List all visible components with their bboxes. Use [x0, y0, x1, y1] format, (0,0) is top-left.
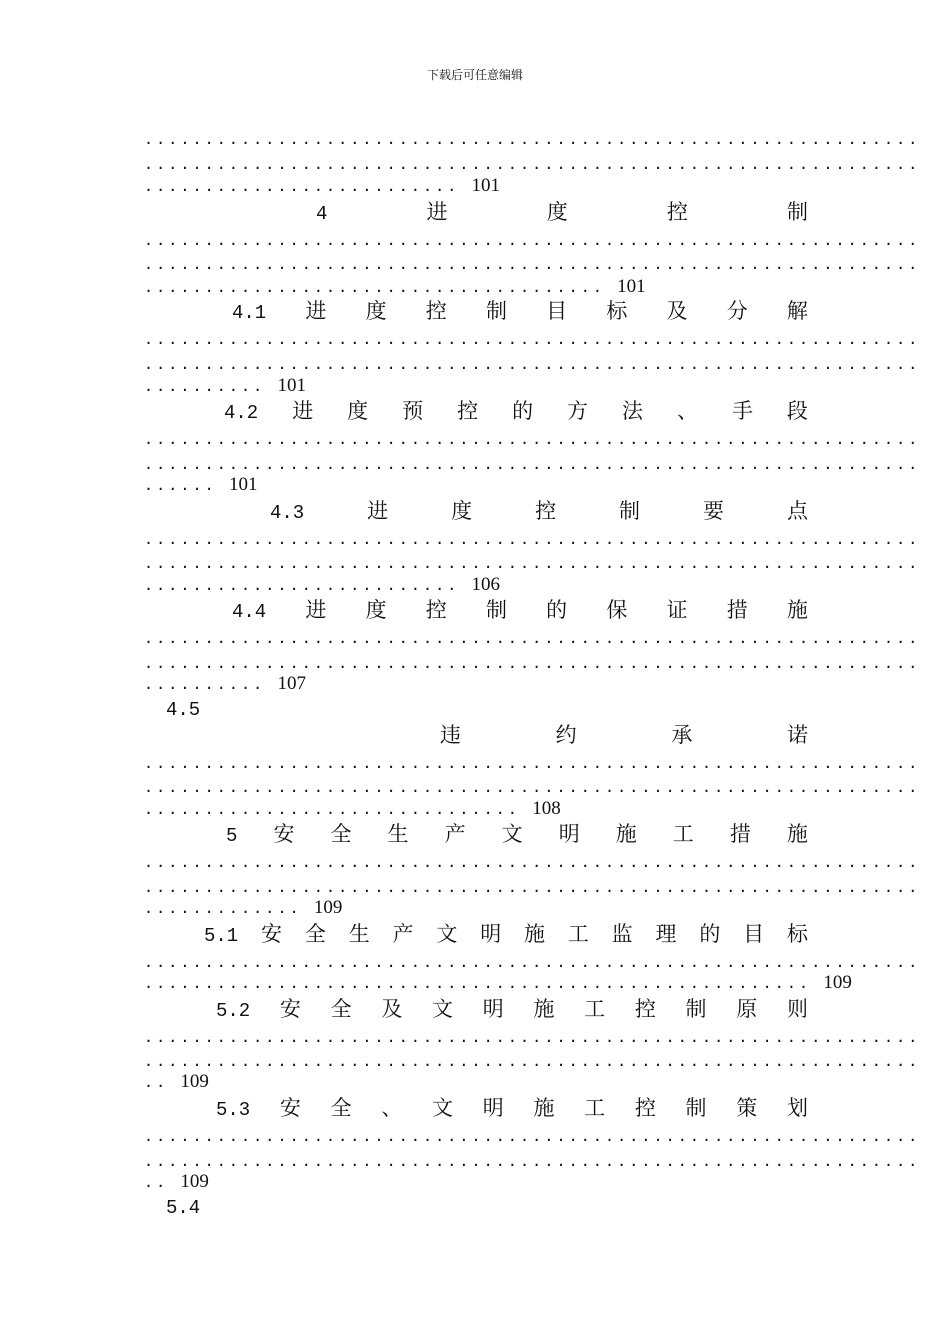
toc-entry-tail: ...... 101: [144, 474, 258, 495]
dot-leader: ................................................................: [144, 530, 921, 548]
toc-entry-tail: .......... 107: [144, 673, 306, 694]
toc-entry-tail: ............................... 108: [144, 798, 561, 819]
toc-entry-tail: .......................... 101: [144, 175, 501, 196]
section-number: 5.4: [166, 1197, 201, 1219]
toc-title-4-2[interactable]: 4.2 进 度 预 控 的 方 法 、 手 段: [224, 399, 808, 424]
dot-leader: ................................................................: [144, 355, 921, 373]
dot-leader: ................................................................: [144, 629, 921, 647]
section-number: 4.5: [166, 699, 201, 721]
toc-entry-tail: ....................................................... 109: [144, 972, 852, 993]
dot-leader: ................................................................: [144, 1152, 921, 1170]
dot-leader: ................................................................: [144, 231, 921, 249]
toc-title-5-2[interactable]: 5.2 安 全 及 文 明 施 工 控 制 原 则: [216, 997, 808, 1022]
toc-title-4-1[interactable]: 4.1 进 度 控 制 目 标 及 分 解: [232, 299, 808, 324]
toc-title-4-5[interactable]: 违 约 承 诺: [440, 723, 808, 747]
toc-title-5-1[interactable]: 5.1 安 全 生 产 文 明 施 工 监 理 的 目 标: [204, 922, 808, 947]
dot-leader: ................................................................: [144, 430, 921, 448]
toc-title-5-3[interactable]: 5.3 安 全 、 文 明 施 工 控 制 策 划: [216, 1096, 808, 1121]
toc-title-5[interactable]: 5 安 全 生 产 文 明 施 工 措 施: [226, 822, 808, 847]
toc-entry-tail: ............. 109: [144, 897, 343, 918]
dot-leader: ................................................................: [144, 1052, 921, 1070]
page-number: 101: [617, 276, 646, 297]
toc-title-4-3[interactable]: 4.3 进 度 控 制 要 点: [270, 499, 808, 524]
dot-leader: ................................................................: [144, 1127, 921, 1145]
dot-leader: ................................................................: [144, 878, 921, 896]
toc-entry-tail: .......... 101: [144, 375, 306, 396]
dot-leader: ................................................................: [144, 853, 921, 871]
page-number: 101: [471, 175, 501, 196]
dot-leader: ................................................................: [144, 455, 921, 473]
toc-entry-tail: .. 109: [144, 1171, 209, 1192]
dot-leader: ................................................................: [144, 754, 921, 772]
dot-leader: ................................................................: [144, 554, 921, 572]
toc-title-4[interactable]: 4 进 度 控 制: [316, 200, 808, 225]
toc-entry-tail: .......................... 106: [144, 574, 501, 595]
dot-leader: ................................................................: [144, 255, 921, 273]
dot-leader: ................................................................: [144, 130, 921, 148]
toc-entry-tail: ...................................... 101: [144, 276, 646, 297]
dot-leader: ................................................................: [144, 654, 921, 672]
dot-leader: ................................................................: [144, 330, 921, 348]
dot-leader: ................................................................: [144, 778, 921, 796]
section-number: 4: [316, 203, 328, 225]
toc-entry-tail: .. 109: [144, 1071, 209, 1092]
page-header: 下载后可任意编辑: [426, 68, 523, 82]
dot-leader: ................................................................: [144, 1028, 921, 1046]
toc-title-4-4[interactable]: 4.4 进 度 控 制 的 保 证 措 施: [232, 598, 808, 623]
dot-leader: ................................................................: [144, 953, 921, 971]
dot-leader: ................................................................: [144, 155, 921, 173]
